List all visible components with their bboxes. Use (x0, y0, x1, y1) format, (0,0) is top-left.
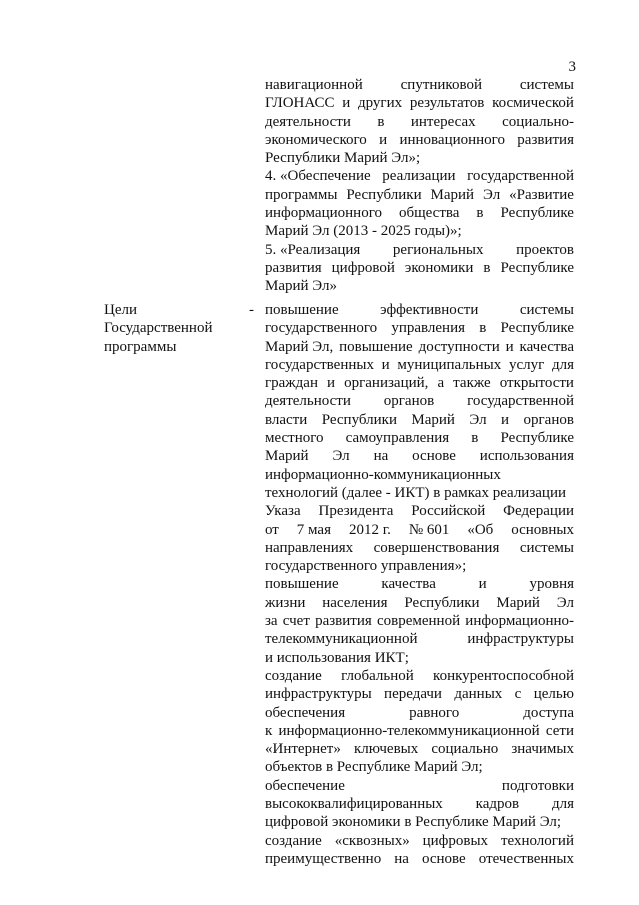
text-line (265, 113, 574, 131)
text-word: также (453, 375, 491, 392)
text-word: и (327, 375, 336, 392)
continuation-text-block (265, 76, 574, 296)
text-word: местного (265, 430, 324, 447)
text-word: проектов (516, 241, 574, 258)
text-word: Российской (411, 503, 486, 520)
text-word: экономики (404, 259, 474, 276)
text-word: 2012 г. (348, 521, 391, 538)
text-word: государственной (467, 168, 574, 185)
text-line (265, 850, 574, 868)
text-word: целью (533, 686, 574, 703)
text-line (265, 557, 574, 575)
text-word: самоуправления (345, 430, 450, 447)
text-word: государственного (265, 320, 378, 337)
text-line (265, 411, 574, 429)
text-word: космической (492, 95, 574, 112)
text-word: обеспечение (265, 777, 345, 794)
text-word: общества (398, 205, 460, 222)
text-word: навигационной (265, 77, 363, 93)
text-line (265, 539, 574, 557)
text-line (265, 167, 574, 185)
text-word: региональных (392, 241, 484, 258)
text-word: развития (517, 131, 574, 148)
text-line (265, 722, 574, 740)
text-line (265, 131, 574, 149)
text-word: кадров (475, 796, 520, 813)
text-word: Марий (411, 411, 455, 428)
text-word: в (483, 259, 491, 276)
text-word: государственного управления»; (265, 558, 467, 575)
text-word: высококвалифицированных (265, 796, 443, 813)
text-word: сети (545, 722, 574, 739)
text-word: в (479, 320, 487, 337)
text-line (265, 301, 574, 319)
page-number: 3 (568, 59, 576, 75)
text-word: услуг (508, 356, 545, 373)
text-word: инфраструктуры (265, 686, 372, 703)
text-word: «Об (467, 521, 494, 538)
text-line (265, 222, 574, 240)
text-word: органов (383, 393, 435, 410)
text-word: технологий (далее - ИКТ) в рамках реализации (265, 484, 567, 501)
text-word: создание (265, 667, 322, 684)
text-word: Республики (404, 594, 480, 611)
text-word: данных (454, 686, 503, 703)
text-line (265, 740, 574, 758)
text-word: доступности (418, 338, 500, 355)
text-word: Эл (332, 448, 350, 465)
text-word: управления (391, 320, 466, 337)
text-word: 5. «Реализация (265, 241, 361, 258)
text-word: обеспечения (265, 704, 346, 721)
text-word: эффективности (380, 302, 479, 318)
text-line (265, 149, 574, 167)
text-word: Указа (265, 503, 301, 520)
text-word: Республики (321, 411, 397, 428)
text-word: открытости (499, 375, 574, 392)
text-word: системы (519, 77, 574, 93)
text-line (265, 575, 574, 593)
text-word: результатов (409, 95, 485, 112)
text-word: развития (315, 613, 372, 630)
text-word: системы (519, 539, 574, 556)
text-line (265, 392, 574, 410)
text-word: инновационного (399, 131, 505, 148)
text-word: Марий (430, 186, 475, 203)
text-word: деятельности (265, 113, 351, 130)
text-word: Республике (500, 205, 574, 222)
text-word: социально- (502, 113, 574, 130)
label-dash: - (249, 302, 254, 318)
text-word: повышение (339, 338, 413, 355)
text-word: в (476, 205, 484, 222)
text-word: информационно-телекоммуникационной (278, 722, 540, 739)
text-line (265, 447, 574, 465)
text-word: Марий Эл (2013 - 2025 годы)»; (265, 223, 462, 240)
text-word: инфраструктуры (467, 631, 574, 648)
text-line (265, 466, 574, 484)
text-word: и (478, 576, 487, 593)
text-word: и (501, 411, 510, 428)
text-word: государственных (265, 356, 374, 373)
text-word: для (551, 356, 574, 373)
text-word: и (505, 338, 514, 355)
text-word: от (265, 521, 279, 538)
text-word: развития (265, 259, 322, 276)
text-word: 4. «Обеспечение (265, 168, 371, 185)
text-line (265, 356, 574, 374)
text-line (265, 259, 574, 277)
text-word: деятельности (265, 393, 351, 410)
text-line (265, 429, 574, 447)
text-word: для (551, 796, 574, 813)
text-word: за (265, 613, 278, 630)
text-word: качества (381, 576, 436, 593)
text-word: ключевых (353, 741, 419, 758)
text-word: глобальной (341, 667, 414, 684)
text-word: Республике (500, 259, 574, 276)
text-word: на (373, 448, 389, 465)
text-word: уровня (529, 576, 574, 593)
text-line (265, 241, 574, 259)
text-line (265, 521, 574, 539)
text-word: других (357, 95, 403, 112)
text-word: «Развитие (509, 186, 574, 203)
text-word: 7 мая (296, 521, 331, 538)
text-word: № 601 (408, 521, 450, 538)
text-word: в (377, 113, 385, 130)
text-word: направлениях (265, 539, 354, 556)
text-line (265, 502, 574, 520)
text-word: повышение (265, 576, 339, 593)
text-word: социально (431, 741, 499, 758)
text-line (265, 319, 574, 337)
text-word: Эл (469, 411, 487, 428)
text-word: передачи (384, 686, 442, 703)
text-word: Президента (318, 503, 394, 520)
text-word: с (514, 686, 522, 703)
text-word: интересах (410, 113, 476, 130)
text-line (265, 186, 574, 204)
text-word: современной (376, 613, 461, 630)
text-word: Марий (496, 594, 540, 611)
text-word: Федерации (503, 503, 574, 520)
text-line (265, 338, 574, 356)
text-word: на (394, 850, 409, 867)
goals-label-line: Цели (104, 302, 138, 318)
text-word: государственной (467, 393, 574, 410)
text-word: экономического (265, 131, 367, 148)
text-line (265, 704, 574, 722)
text-line (265, 94, 574, 112)
text-line (265, 832, 574, 850)
text-word: спутниковой (400, 77, 482, 93)
text-word: программы (265, 186, 338, 203)
text-word: граждан (265, 375, 318, 392)
text-word: реализации (382, 168, 456, 185)
text-word: и (381, 356, 390, 373)
text-word: цифровой экономики в Республике Марий Эл; (265, 814, 562, 831)
text-word: Эл (483, 186, 501, 203)
goals-label (104, 301, 254, 356)
goals-label-line: программы (104, 338, 177, 355)
text-word: основе (412, 448, 456, 465)
text-word: совершенствования (373, 539, 500, 556)
text-word: объектов в Республике Марий Эл; (265, 759, 483, 776)
text-line (265, 484, 574, 502)
text-word: «Интернет» (265, 741, 341, 758)
text-word: а (437, 375, 445, 392)
text-word: организаций, (344, 375, 429, 392)
text-word: жизни (265, 594, 306, 611)
text-word: основе (422, 850, 466, 867)
text-word: использования (479, 448, 574, 465)
text-word: конкурентоспособной (433, 667, 574, 684)
text-word: Республики (346, 186, 422, 203)
text-word: счет (282, 613, 310, 630)
text-line (265, 777, 574, 795)
text-word: информационно-коммуникационных (265, 466, 501, 483)
text-word: Марий Эл» (265, 278, 337, 295)
text-word: к (265, 722, 273, 739)
text-word: Эл (556, 594, 574, 611)
text-word: Марий Эл, (265, 338, 334, 355)
text-word: цифровой (331, 259, 395, 276)
text-word: технологий (500, 832, 574, 849)
text-line (265, 758, 574, 776)
text-word: и (379, 131, 388, 148)
text-word: цифровых (422, 832, 489, 849)
text-line (265, 649, 574, 667)
text-word: ГЛОНАСС (265, 95, 335, 112)
text-word: телекоммуникационной (265, 631, 418, 648)
text-word: основных (511, 521, 574, 538)
text-word: Республике (500, 430, 574, 447)
text-word: преимущественно (265, 850, 382, 867)
text-line (265, 612, 574, 630)
text-line (265, 813, 574, 831)
text-line (265, 277, 574, 295)
text-line (265, 594, 574, 612)
text-word: повышение (265, 302, 339, 318)
text-word: и использования ИКТ; (265, 649, 409, 666)
text-word: «сквозных» (334, 832, 410, 849)
text-word: муниципальных (397, 356, 502, 373)
text-word: органов (523, 411, 574, 428)
text-line (265, 685, 574, 703)
text-word: создание (265, 832, 322, 849)
text-word: Республики Марий Эл»; (265, 150, 421, 167)
text-word: информационного (265, 205, 382, 222)
text-word: информационно- (465, 613, 574, 630)
text-line (265, 630, 574, 648)
text-line (265, 76, 574, 94)
text-word: равного (409, 704, 460, 721)
text-line (265, 204, 574, 222)
goals-label-line: Государственной (104, 320, 213, 337)
text-line (265, 667, 574, 685)
text-word: населения (322, 594, 388, 611)
text-word: власти (265, 411, 308, 428)
text-word: системы (519, 302, 574, 318)
text-word: Марий (265, 448, 309, 465)
text-word: подготовки (501, 777, 574, 794)
text-word: качества (519, 338, 574, 355)
text-word: отечественных (478, 850, 574, 867)
goals-text-block (265, 301, 574, 868)
text-word: и (342, 95, 351, 112)
text-word: Республике (500, 320, 574, 337)
text-line (265, 374, 574, 392)
text-line (265, 795, 574, 813)
text-word: в (471, 430, 479, 447)
text-word: значимых (511, 741, 574, 758)
text-word: доступа (523, 704, 574, 721)
